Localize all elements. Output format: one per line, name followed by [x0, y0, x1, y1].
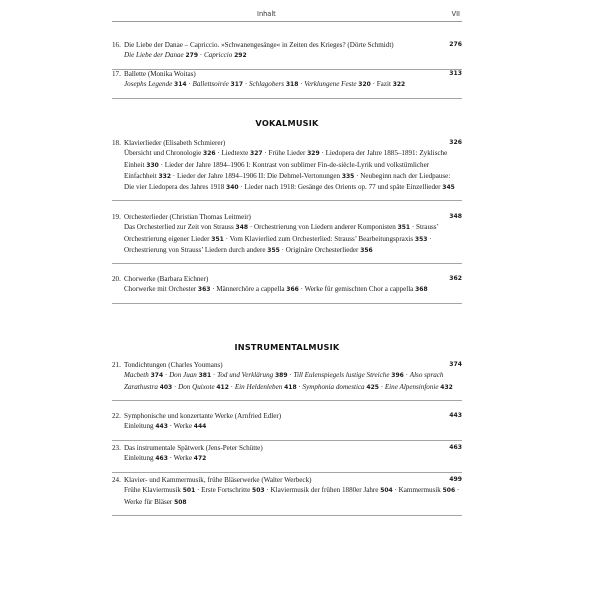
- entry-page-number: 443: [449, 412, 462, 419]
- subsection-page-number: 340: [226, 184, 239, 192]
- subsection-title: Einleitung: [124, 422, 154, 431]
- entry-heading: [112, 69, 462, 79]
- subsection-page-number: 463: [155, 455, 168, 463]
- toc-entry: [112, 274, 462, 304]
- subsection-title: Orchestrierung von Strauss’ Liedern durch andere: [124, 245, 266, 254]
- subsection-title: Josephs Legende: [124, 80, 173, 89]
- subsection-page-number: 374: [150, 372, 164, 380]
- subsection-title: Symphonia domestica: [302, 382, 365, 391]
- entry-page-number: 362: [449, 275, 462, 282]
- entry-subsections: Einleitung 443 · Werke 444: [124, 422, 207, 431]
- toc-entry: [112, 443, 462, 473]
- subsection-page-number: 508: [174, 498, 187, 506]
- subsection-page-number: 366: [286, 286, 299, 294]
- subsection-title: Till Eulenspiegels lustige Streiche: [293, 371, 390, 380]
- subsection-page-number: 432: [440, 383, 453, 391]
- subsection-page-number: 444: [193, 423, 207, 431]
- entry-subsections: Das Orchesterlied zur Zeit von Strauss 348 · Orchestrierung von Liedern anderer Komponisten 351 · Strauss’ Orchestrierung eigener Lieder 351 · Vom Klavierlied zum Orchesterlied: Strauss’ Bearbeitungspraxis 353 · Orchestrierung von Strauss’ Liedern durch andere 355 · Originäre Orchesterlieder 356: [124, 223, 439, 254]
- subsection-title: Eine Alpensinfonie: [384, 382, 439, 391]
- subsection-page-number: 332: [158, 172, 172, 180]
- entry-page-number: 326: [449, 139, 462, 146]
- subsection-page-number: 335: [341, 172, 355, 180]
- entry-heading: [112, 443, 462, 453]
- subsection-page-number: 501: [182, 487, 196, 495]
- subsection-title: Lieder nach 1918: Gesänge des Orients op. 77 und späte Einzellieder: [244, 183, 441, 192]
- subsection-title: Ein Heldenleben: [234, 382, 283, 391]
- entry-heading: [112, 411, 462, 421]
- entry-title: Klavier- und Kammermusik, frühe Bläserwerke (Walter Werbeck): [124, 476, 312, 484]
- subsection-title: Don Quixote: [178, 382, 215, 391]
- entry-page-number: 313: [449, 70, 462, 77]
- entry-number: 22.: [112, 412, 121, 420]
- toc-entry: [112, 411, 462, 441]
- entry-title: Chorwerke (Barbara Eichner): [124, 275, 209, 283]
- subsection-title: Frühe Lieder: [268, 149, 306, 158]
- subsection-page-number: 330: [146, 161, 159, 169]
- subsection-title: Orchestrierung von Liedern anderer Komponisten: [253, 223, 396, 232]
- header-title: Inhalt: [257, 10, 276, 18]
- subsection-page-number: 318: [285, 81, 299, 89]
- subsection-page-number: 503: [252, 487, 265, 495]
- subsection-page-number: 322: [392, 81, 406, 89]
- entry-number: 24.: [112, 476, 121, 484]
- subsection-title: Das Orchesterlied zur Zeit von Strauss: [124, 223, 234, 232]
- subsection-title: Tod und Verklärung: [217, 371, 274, 380]
- subsection-page-number: 326: [203, 150, 216, 158]
- subsection-title: Liedopera der Jahre 1885–1891: Zyklische Einheit: [124, 149, 448, 169]
- entry-number: 16.: [112, 41, 121, 49]
- subsection-title: Werke: [173, 422, 192, 431]
- subsection-page-number: 327: [250, 150, 263, 158]
- subsection-title: Übersicht und Chronologie: [124, 149, 202, 158]
- entry-page-number: 463: [449, 444, 462, 451]
- entry-heading: [112, 40, 462, 50]
- subsection-page-number: 329: [307, 150, 320, 158]
- entry-subsections: Josephs Legende 314 · Ballettsoirée 317 · Schlagobers 318 · Verklungene Feste 320 · Fazit 322: [124, 80, 406, 89]
- subsection-page-number: 279: [185, 52, 199, 60]
- subsection-page-number: 317: [230, 81, 244, 89]
- subsection-title: Lieder der Jahre 1894–1906 I: Kontrast von sublimer Fin-de-siècle-Lyrik und volkstümlicher Einfachheit: [124, 160, 430, 180]
- subsection-title: Verklungene Feste: [304, 80, 357, 89]
- header-page-number: VII: [451, 10, 460, 18]
- entry-page-number: 276: [449, 41, 462, 48]
- entry-title: Symphonische und konzertante Werke (Arnfried Edler): [124, 412, 282, 420]
- subsection-page-number: 443: [155, 423, 168, 431]
- toc-entry: [112, 138, 462, 201]
- subsection-title: Vom Klavierlied zum Orchesterlied: Strauss’ Bearbeitungspraxis: [229, 234, 414, 243]
- subsection-title: Capriccio: [203, 51, 233, 60]
- subsection-page-number: 356: [360, 246, 373, 254]
- subsection-title: Chorwerke mit Orchester: [124, 285, 197, 294]
- entry-title: Das instrumentale Spätwerk (Jens-Peter Schütte): [124, 444, 263, 452]
- entry-number: 23.: [112, 444, 121, 452]
- subsection-page-number: 425: [366, 383, 379, 391]
- subsection-page-number: 504: [380, 487, 393, 495]
- subsection-title: Werke: [173, 454, 192, 463]
- subsection-title: Don Juan: [169, 371, 197, 380]
- subsection-title: Macbeth: [124, 371, 149, 380]
- subsection-title: Liedtexte: [221, 149, 249, 158]
- subsection-title: Neubeginn nach der Liedpause: Die vier Liedopera des Jahres 1918: [124, 171, 451, 192]
- subsection-title: Lieder der Jahre 1894–1906 II: Die Dehmel-Vertonungen: [176, 171, 341, 180]
- subsection-page-number: 506: [442, 487, 456, 495]
- entry-number: 17.: [112, 70, 121, 78]
- entry-subsections: Einleitung 463 · Werke 472: [124, 454, 207, 463]
- subsection-page-number: 396: [391, 372, 404, 380]
- subsection-title: Fazit: [376, 80, 391, 89]
- toc-entry: [112, 475, 462, 516]
- subsection-page-number: 403: [159, 383, 173, 391]
- entry-page-number: 348: [449, 213, 462, 220]
- entry-heading: [112, 360, 462, 370]
- entry-number: 20.: [112, 275, 121, 283]
- subsection-title: Werke für Bläser: [124, 497, 173, 506]
- section-heading-instrumentalmusik: INSTRUMENTALMUSIK: [234, 342, 340, 352]
- subsection-page-number: 292: [234, 52, 247, 60]
- section-heading-vokalmusik: VOKALMUSIK: [255, 118, 319, 128]
- entry-number: 21.: [112, 361, 121, 369]
- subsection-title: Kammermusik: [398, 486, 441, 495]
- subsection-page-number: 389: [274, 372, 288, 380]
- entry-subsections: Chorwerke mit Orchester 363 · Männerchöre a cappella 366 · Werke für gemischten Chor a cappella 368: [124, 285, 428, 294]
- subsection-page-number: 363: [197, 286, 211, 294]
- subsection-page-number: 351: [211, 235, 224, 243]
- subsection-title: Erste Fortschritte: [201, 486, 251, 495]
- subsection-page-number: 348: [235, 224, 249, 232]
- subsection-page-number: 418: [284, 383, 297, 391]
- entry-heading: [112, 212, 462, 222]
- entry-subsections: Übersicht und Chronologie 326 · Liedtexte 327 · Frühe Lieder 329 · Liedopera der Jahre 1885–1891: Zyklische Einheit 330 · Lieder der Jahre 1894–1906 I: Kontrast von sublimer Fin-de-siècle-Lyrik und volkstümlicher Einfachheit 332 · Lieder der Jahre 1894–1906 II: Die Dehmel-Vertonungen 335 · Neubeginn nach der Liedpause: Die vier Liedopera des Jahres 1918 340 · Lieder nach 1918: Gesänge des Orients op. 77 und späte Einzellieder 345: [124, 149, 455, 192]
- entry-title: Tondichtungen (Charles Youmans): [124, 361, 223, 369]
- subsection-title: Ballettsoirée: [192, 80, 229, 89]
- subsection-page-number: 320: [358, 81, 371, 89]
- entry-page-number: 374: [449, 361, 462, 368]
- subsection-title: Einleitung: [124, 454, 154, 463]
- entry-subsections: Macbeth 374 · Don Juan 381 · Tod und Verklärung 389 · Till Eulenspiegels lustige Streiche 396 · Also sprach Zarathustra 403 · Don Quixote 412 · Ein Heldenleben 418 · Symphonia domestica 425 · Eine Alpensinfonie 432: [124, 371, 453, 391]
- entry-subsections: Die Liebe der Danae 279 · Capriccio 292: [124, 51, 247, 60]
- entry-title: Orchesterlieder (Christian Thomas Leitmeir): [124, 213, 251, 221]
- subsection-page-number: 381: [198, 372, 212, 380]
- entry-heading: [112, 138, 462, 148]
- subsection-title: Männerchöre a cappella: [216, 285, 285, 294]
- subsection-title: Originäre Orchesterlieder: [285, 245, 359, 254]
- subsection-title: Klaviermusik der frühen 1880er Jahre: [270, 486, 379, 495]
- subsection-title: Werke für gemischten Chor a cappella: [304, 285, 414, 294]
- subsection-title: Schlagobers: [248, 80, 285, 89]
- entry-title: Klavierlieder (Elisabeth Schmierer): [124, 139, 226, 147]
- subsection-page-number: 351: [397, 224, 411, 232]
- entry-number: 19.: [112, 213, 121, 221]
- entry-title: Ballette (Monika Woitas): [124, 70, 196, 78]
- subsection-page-number: 355: [267, 246, 280, 254]
- toc-entry: [112, 360, 462, 401]
- subsection-title: Also sprach Zarathustra: [124, 371, 444, 391]
- toc-entry: [112, 212, 462, 264]
- entry-heading: [112, 274, 462, 284]
- subsection-title: Frühe Klaviermusik: [124, 486, 181, 495]
- subsection-page-number: 472: [193, 455, 207, 463]
- subsection-page-number: 345: [442, 184, 455, 192]
- subsection-page-number: 368: [415, 286, 428, 294]
- subsection-page-number: 412: [216, 383, 229, 391]
- subsection-page-number: 314: [174, 81, 187, 89]
- entry-subsections: Frühe Klaviermusik 501 · Erste Fortschritte 503 · Klaviermusik der frühen 1880er Jahre 504 · Kammermusik 506 · Werke für Bläser 508: [124, 486, 460, 506]
- subsection-title: Die Liebe der Danae: [124, 51, 184, 60]
- entry-number: 18.: [112, 139, 121, 147]
- subsection-page-number: 353: [414, 235, 428, 243]
- entry-heading: [112, 475, 462, 485]
- subsection-title: Strauss’ Orchestrierung eigener Lieder: [124, 223, 439, 243]
- entry-title: Die Liebe der Danae – Capriccio. »Schwanengesänge« in Zeiten des Krieges? (Dörte Schmidt): [124, 41, 394, 49]
- entry-page-number: 499: [449, 476, 462, 483]
- running-header: [112, 7, 462, 22]
- toc-entry: [112, 40, 462, 70]
- toc-entry: [112, 69, 462, 99]
